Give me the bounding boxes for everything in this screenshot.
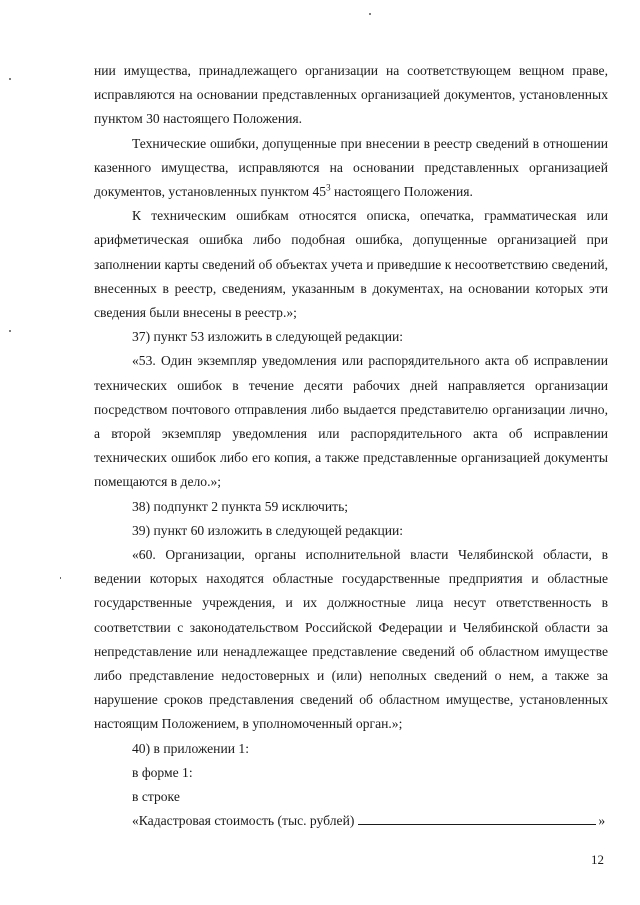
paragraph-text: «53. Один экземпляр уведомления или распорядительного акта об исправлении технических ошибок в течение десяти рабочих дней направляется организации посредством почтового отправления либо выдается представителю организации лично, а второй экземпляр уведомления или распорядительного акта об исправлении технических ошибок либо его копия, а также представленные организацией документы помещаются в дело.»;: [94, 353, 608, 490]
scan-speck: [60, 577, 61, 579]
paragraph-clause-60: [94, 543, 608, 737]
paragraph-error-types: [94, 204, 608, 325]
page-number: 12: [591, 852, 604, 867]
paragraph-item-39: [94, 519, 608, 543]
paragraph-text: нии имущества, принадлежащего организации на соответствующем вещном праве, исправляются на основании представленных организацией документов, установленных пунктом 30 настоящего Положения.: [94, 63, 608, 127]
paragraph-item-40: [94, 737, 608, 761]
paragraph-item-37: [94, 325, 608, 349]
paragraph-continuation: [94, 59, 608, 132]
paragraph-text: «60. Организации, органы исполнительной власти Челябинской области, в ведении которых находятся областные государственные предприятия и областные государственные учреждения, и их должностные лица несут ответственность в соответствии с законодательством Российской Федерации и Челябинской области за непредставление или ненадлежащее представление сведений об областном имуществе либо представление недостоверных и (или) неполных сведений о нем, а также за нарушение сроков представления сведений об областном имуществе, установленных настоящим Положением, в уполномоченный орган.»;: [94, 547, 608, 732]
paragraph-cadastral-value: [94, 809, 608, 833]
paragraph-text: «Кадастровая стоимость (тыс. рублей): [132, 813, 355, 829]
paragraph-text: 38) подпункт 2 пункта 59 исключить;: [132, 498, 349, 514]
paragraph-text: в строке: [132, 789, 180, 805]
paragraph-text: К техническим ошибкам относятся описка, опечатка, грамматическая или арифметическая ошибка либо подобная ошибка, допущенные организацией при заполнении карты сведений об объектах учета и приведшие к несоответствию сведений, внесенных в реестр, сведениям, указанным в документах, на основании которых эти сведения были внесены в реестр.»;: [94, 208, 608, 321]
paragraph-text: Технические ошибки, допущенные при внесении в реестр сведений в отношении казенного имущества, исправляются на основании представленных организацией документов, установленных пунктом 45: [94, 135, 608, 200]
paragraph-item-38: [94, 495, 608, 519]
paragraph-text: в форме 1:: [132, 764, 193, 780]
document-body: [94, 59, 608, 834]
scan-speck: [369, 13, 371, 15]
paragraph-text: настоящего Положения.: [330, 184, 473, 200]
paragraph-text: 37) пункт 53 изложить в следующей редакции:: [132, 329, 404, 345]
scan-speck: [9, 330, 11, 332]
paragraph-technical-errors: [94, 132, 608, 205]
paragraph-clause-53: [94, 349, 608, 494]
paragraph-text: 39) пункт 60 изложить в следующей редакции:: [132, 522, 404, 538]
paragraph-form-1: [94, 761, 608, 785]
scan-speck: [9, 78, 11, 80]
paragraph-in-row: [94, 785, 608, 809]
paragraph-text: 40) в приложении 1:: [132, 740, 249, 756]
closing-quote: »: [598, 813, 606, 829]
superscript: 3: [326, 182, 331, 193]
blank-field-underline: [358, 812, 596, 825]
